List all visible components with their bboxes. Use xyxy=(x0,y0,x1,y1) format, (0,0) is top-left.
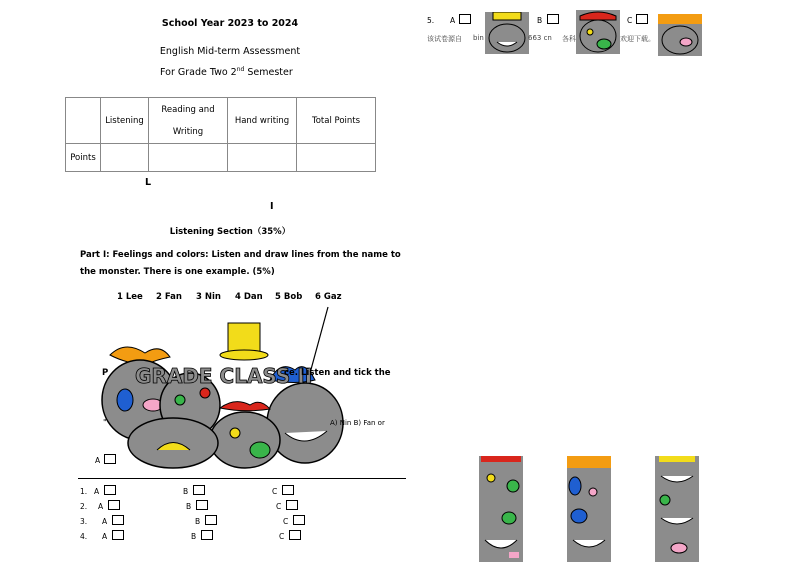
grade-suffix: Semester xyxy=(244,67,293,79)
grade-prefix: For Grade Two 2 xyxy=(160,67,237,79)
score-cell-handwriting[interactable] xyxy=(228,144,297,172)
score-row-label: Points xyxy=(66,144,101,172)
name-fan: 2 Fan xyxy=(156,292,182,302)
notice-part3: 663 cn xyxy=(528,34,552,42)
section-title: Listening Section（35%） xyxy=(169,227,291,237)
checkbox-0a[interactable] xyxy=(104,454,116,464)
row-number: 1. xyxy=(80,487,88,496)
q5-picture-b xyxy=(576,10,620,54)
checkbox-4b[interactable] xyxy=(201,530,213,540)
monster-group-illustration xyxy=(95,305,415,475)
option-a-label: A xyxy=(102,517,108,526)
fragment-quote: " xyxy=(103,418,107,427)
q5-picture-c xyxy=(658,14,702,56)
notice-part2: bin xyxy=(473,34,484,42)
checkbox-1b[interactable] xyxy=(193,485,205,495)
name-gaz: 6 Gaz xyxy=(315,292,342,302)
option-a-label: A xyxy=(94,487,100,496)
monster-stack-icon xyxy=(479,456,523,562)
checkbox-4c[interactable] xyxy=(289,530,301,540)
checkbox-3a[interactable] xyxy=(112,515,124,525)
option-b-label: B xyxy=(195,517,201,526)
row-number: 4. xyxy=(80,532,88,541)
option-b-label: B xyxy=(186,502,192,511)
option-a-label: A xyxy=(450,16,456,25)
checkbox-3b[interactable] xyxy=(205,515,217,525)
fragment-nin-fan: A) Nin B) Fan or xyxy=(330,419,385,427)
q5-picture-a xyxy=(485,12,529,54)
row-number: 2. xyxy=(80,502,88,511)
option-c-label: C xyxy=(627,16,633,25)
score-cell-reading[interactable] xyxy=(149,144,228,172)
score-cell-total[interactable] xyxy=(297,144,376,172)
name-nin: 3 Nin xyxy=(196,292,221,302)
option-b-label: B xyxy=(537,16,543,25)
monster-red-hair-icon xyxy=(576,10,620,54)
checkbox-3c[interactable] xyxy=(293,515,305,525)
checkbox-2a[interactable] xyxy=(108,500,120,510)
score-col-total: Total Points xyxy=(297,98,376,144)
picture-stack-b xyxy=(567,456,611,562)
monster-sad-icon xyxy=(128,418,218,468)
option-a-label: A xyxy=(102,532,108,541)
checkbox-1a[interactable] xyxy=(104,485,116,495)
monster-yellow-hat-icon xyxy=(485,12,529,54)
checkbox-5a[interactable] xyxy=(459,14,471,24)
fragment-p: P xyxy=(102,368,109,378)
notice-part5: 欢迎下载。 xyxy=(620,35,655,43)
monster-stack-icon xyxy=(567,456,611,562)
score-table xyxy=(65,97,376,172)
option-b-label: B xyxy=(191,532,197,541)
monster-stack-icon xyxy=(655,456,699,562)
stray-mark-l: L xyxy=(145,177,152,188)
score-col-empty xyxy=(66,98,101,144)
part1-line2: the monster. There is one example. (5%) xyxy=(80,267,275,277)
picture-stack-a xyxy=(479,456,523,562)
option-c-label: C xyxy=(272,487,278,496)
grade-line xyxy=(160,66,293,78)
monster-orange-hair-icon xyxy=(658,14,702,56)
fragment-listen-tick: ce. Listen and tick the xyxy=(284,368,391,378)
option-c-label: C xyxy=(276,502,282,511)
checkbox-4a[interactable] xyxy=(112,530,124,540)
checkbox-5c[interactable] xyxy=(636,14,648,24)
score-cell-listening[interactable] xyxy=(101,144,149,172)
watermark-text: GRADE CLASS II xyxy=(135,364,313,388)
score-col-reading: Reading and Writing xyxy=(149,98,228,144)
name-dan: 4 Dan xyxy=(235,292,263,302)
yellow-hat-icon xyxy=(220,323,268,360)
score-col-listening: Listening xyxy=(101,98,149,144)
checkbox-1c[interactable] xyxy=(282,485,294,495)
picture-stack-c xyxy=(655,456,699,562)
option-b-label: B xyxy=(183,487,189,496)
notice-part1: 该试卷源自 xyxy=(427,35,462,43)
school-year: School Year 2023 to 2024 xyxy=(161,18,299,29)
option-c-label: C xyxy=(279,532,285,541)
part1-line1: Part I: Feelings and colors: Listen and draw lines from the name to xyxy=(80,250,401,260)
checkbox-2b[interactable] xyxy=(196,500,208,510)
stray-mark-i: I xyxy=(270,201,274,212)
checkbox-2c[interactable] xyxy=(286,500,298,510)
score-col-handwriting: Hand writing xyxy=(228,98,297,144)
option-c-label: C xyxy=(283,517,289,526)
notice-part4: 各科 xyxy=(562,35,576,43)
divider-line xyxy=(78,478,406,479)
name-lee: 1 Lee xyxy=(117,292,143,302)
grade-sup: nd xyxy=(236,66,245,73)
row-number: 3. xyxy=(80,517,88,526)
name-bob: 5 Bob xyxy=(275,292,303,302)
assessment-title: English Mid-term Assessment xyxy=(159,46,301,57)
option-a-label: A xyxy=(98,502,104,511)
row-number: 5. xyxy=(427,16,435,25)
option-a-label: A xyxy=(95,456,101,465)
checkbox-5b[interactable] xyxy=(547,14,559,24)
